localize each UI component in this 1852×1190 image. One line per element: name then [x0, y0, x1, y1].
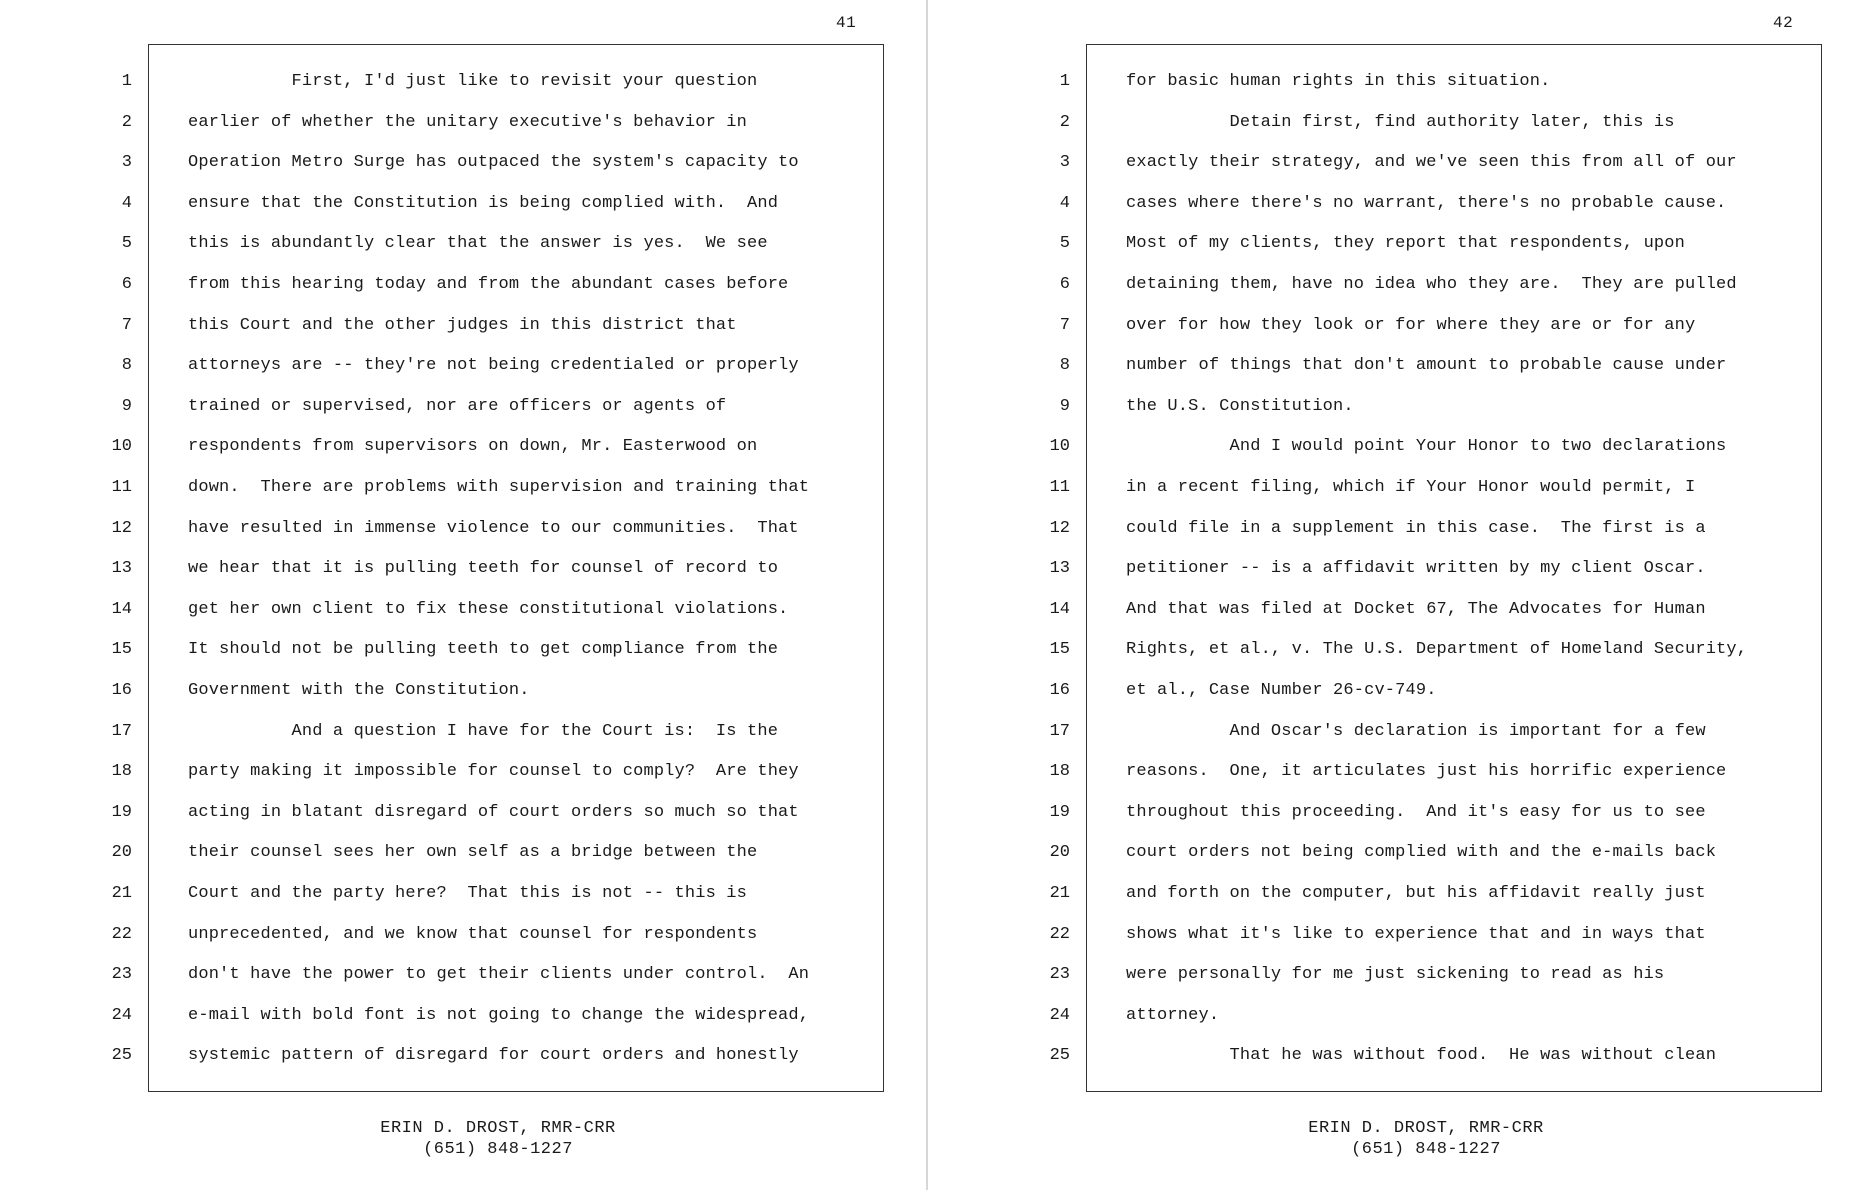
line-number: 16: [1049, 681, 1070, 700]
line-number: 20: [111, 843, 132, 863]
line-number: 1: [1059, 72, 1070, 91]
line-number: 4: [1059, 193, 1070, 213]
transcript-line: And a question I have for the Court is: Is the: [188, 721, 779, 741]
transcript-line: unprecedented, and we know that counsel for respondents: [188, 924, 758, 944]
transcript-line: Detain first, find authority later, this is: [1126, 112, 1675, 132]
line-number: 25: [1049, 1046, 1070, 1066]
transcript-line: detaining them, have no idea who they are. They are pulled: [1126, 275, 1737, 294]
line-number: 14: [111, 599, 132, 619]
transcript-line: get her own client to fix these constitutional violations.: [188, 599, 789, 619]
transcript-line: number of things that don't amount to probable cause under: [1126, 356, 1727, 376]
line-number: 14: [1049, 599, 1070, 619]
line-number: 13: [1049, 559, 1070, 579]
transcript-line: e-mail with bold font is not going to change the widespread,: [188, 1005, 810, 1025]
line-number: 2: [121, 112, 132, 132]
transcript-line: have resulted in immense violence to our communities. That: [188, 518, 799, 538]
line-number: 10: [111, 437, 132, 457]
transcript-line: in a recent filing, which if Your Honor would permit, I: [1126, 478, 1696, 497]
transcript-line: respondents from supervisors on down, Mr. Easterwood on: [188, 437, 758, 457]
transcript-line: court orders not being complied with and the e-mails back: [1126, 843, 1717, 863]
line-number: 2: [1059, 112, 1070, 132]
court-reporter-phone: (651) 848-1227: [1351, 1140, 1501, 1159]
transcript-line: the U.S. Constitution.: [1126, 396, 1354, 416]
transcript-line: Government with the Constitution.: [188, 681, 530, 700]
court-reporter-name: ERIN D. DROST, RMR-CRR: [380, 1119, 616, 1138]
transcript-line: their counsel sees her own self as a bridge between the: [188, 843, 758, 863]
line-number: 21: [1049, 884, 1070, 903]
transcript-line: earlier of whether the unitary executive's behavior in: [188, 112, 747, 132]
transcript-line: attorneys are -- they're not being credentialed or properly: [188, 356, 799, 376]
transcript-line: And Oscar's declaration is important for a few: [1126, 721, 1706, 741]
transcript-line: petitioner -- is a affidavit written by my client Oscar.: [1126, 559, 1706, 579]
transcript-line: And I would point Your Honor to two declarations: [1126, 437, 1727, 457]
line-number: 24: [111, 1005, 132, 1025]
line-number: 18: [1049, 762, 1070, 782]
line-number: 17: [111, 721, 132, 741]
line-number: 23: [111, 965, 132, 985]
line-number: 8: [121, 356, 132, 376]
transcript-line: this Court and the other judges in this district that: [188, 315, 737, 335]
transcript-line: et al., Case Number 26-cv-749.: [1126, 681, 1437, 700]
line-number: 17: [1049, 721, 1070, 741]
line-number: 13: [111, 559, 132, 579]
transcript-line: shows what it's like to experience that and in ways that: [1126, 924, 1706, 944]
transcript-line: down. There are problems with supervision and training that: [188, 478, 810, 497]
line-number: 4: [121, 193, 132, 213]
line-number: 22: [111, 924, 132, 944]
transcript-line: acting in blatant disregard of court orders so much so that: [188, 802, 799, 822]
transcript-line: over for how they look or for where they are or for any: [1126, 315, 1696, 335]
line-number: 3: [121, 153, 132, 173]
transcript-line: could file in a supplement in this case. The first is a: [1126, 518, 1706, 538]
line-number: 19: [111, 802, 132, 822]
transcript-line: It should not be pulling teeth to get compliance from the: [188, 640, 779, 660]
court-reporter-phone: (651) 848-1227: [423, 1140, 573, 1159]
court-reporter-name: ERIN D. DROST, RMR-CRR: [1308, 1119, 1544, 1138]
line-number: 6: [1059, 275, 1070, 294]
line-number: 9: [121, 396, 132, 416]
line-number: 24: [1049, 1005, 1070, 1025]
transcript-line: for basic human rights in this situation.: [1126, 72, 1551, 91]
transcript-line: party making it impossible for counsel to comply? Are they: [188, 762, 799, 782]
transcript-line: throughout this proceeding. And it's easy for us to see: [1126, 802, 1706, 822]
line-number: 15: [1049, 640, 1070, 660]
line-number: 8: [1059, 356, 1070, 376]
transcript-line: systemic pattern of disregard for court orders and honestly: [188, 1046, 799, 1066]
transcript-line: cases where there's no warrant, there's no probable cause.: [1126, 193, 1727, 213]
line-number: 5: [1059, 234, 1070, 254]
transcript-line: don't have the power to get their clients under control. An: [188, 965, 810, 985]
page-footer: [48, 1118, 948, 1160]
line-number: 3: [1059, 153, 1070, 173]
line-number: 22: [1049, 924, 1070, 944]
line-number: 21: [111, 884, 132, 903]
transcript-line: we hear that it is pulling teeth for counsel of record to: [188, 559, 779, 579]
line-number: 20: [1049, 843, 1070, 863]
page-number: 41: [836, 14, 857, 32]
transcript-line: ensure that the Constitution is being complied with. And: [188, 193, 779, 213]
line-number: 10: [1049, 437, 1070, 457]
line-number: 9: [1059, 396, 1070, 416]
transcript-line: Rights, et al., v. The U.S. Department of Homeland Security,: [1126, 640, 1748, 660]
line-number: 19: [1049, 802, 1070, 822]
transcript-line: Operation Metro Surge has outpaced the system's capacity to: [188, 153, 799, 173]
line-number: 11: [1049, 478, 1070, 497]
line-number: 23: [1049, 965, 1070, 985]
page-footer: [976, 1118, 1852, 1160]
transcript-line: reasons. One, it articulates just his horrific experience: [1126, 762, 1727, 782]
line-number: 15: [111, 640, 132, 660]
line-number: 5: [121, 234, 132, 254]
line-number: 12: [111, 518, 132, 538]
transcript-line: exactly their strategy, and we've seen this from all of our: [1126, 153, 1737, 173]
transcript-line: were personally for me just sickening to read as his: [1126, 965, 1665, 985]
line-number: 12: [1049, 518, 1070, 538]
line-number: 18: [111, 762, 132, 782]
transcript-line: from this hearing today and from the abundant cases before: [188, 275, 789, 294]
line-number: 16: [111, 681, 132, 700]
transcript-line: trained or supervised, nor are officers or agents of: [188, 396, 727, 416]
line-number: 11: [111, 478, 132, 497]
transcript-line: Court and the party here? That this is not -- this is: [188, 884, 747, 903]
transcript-line: attorney.: [1126, 1005, 1220, 1025]
line-number: 25: [111, 1046, 132, 1066]
transcript-line: and forth on the computer, but his affidavit really just: [1126, 884, 1706, 903]
line-number: 7: [121, 315, 132, 335]
page-number: 42: [1773, 14, 1794, 32]
transcript-line: That he was without food. He was without clean: [1126, 1046, 1717, 1066]
transcript-page-42: [928, 0, 1852, 1190]
line-number: 1: [121, 72, 132, 91]
transcript-line: this is abundantly clear that the answer is yes. We see: [188, 234, 768, 254]
line-number: 6: [121, 275, 132, 294]
transcript-line: First, I'd just like to revisit your question: [188, 72, 758, 91]
transcript-line: And that was filed at Docket 67, The Advocates for Human: [1126, 599, 1706, 619]
transcript-line: Most of my clients, they report that respondents, upon: [1126, 234, 1685, 254]
line-number: 7: [1059, 315, 1070, 335]
